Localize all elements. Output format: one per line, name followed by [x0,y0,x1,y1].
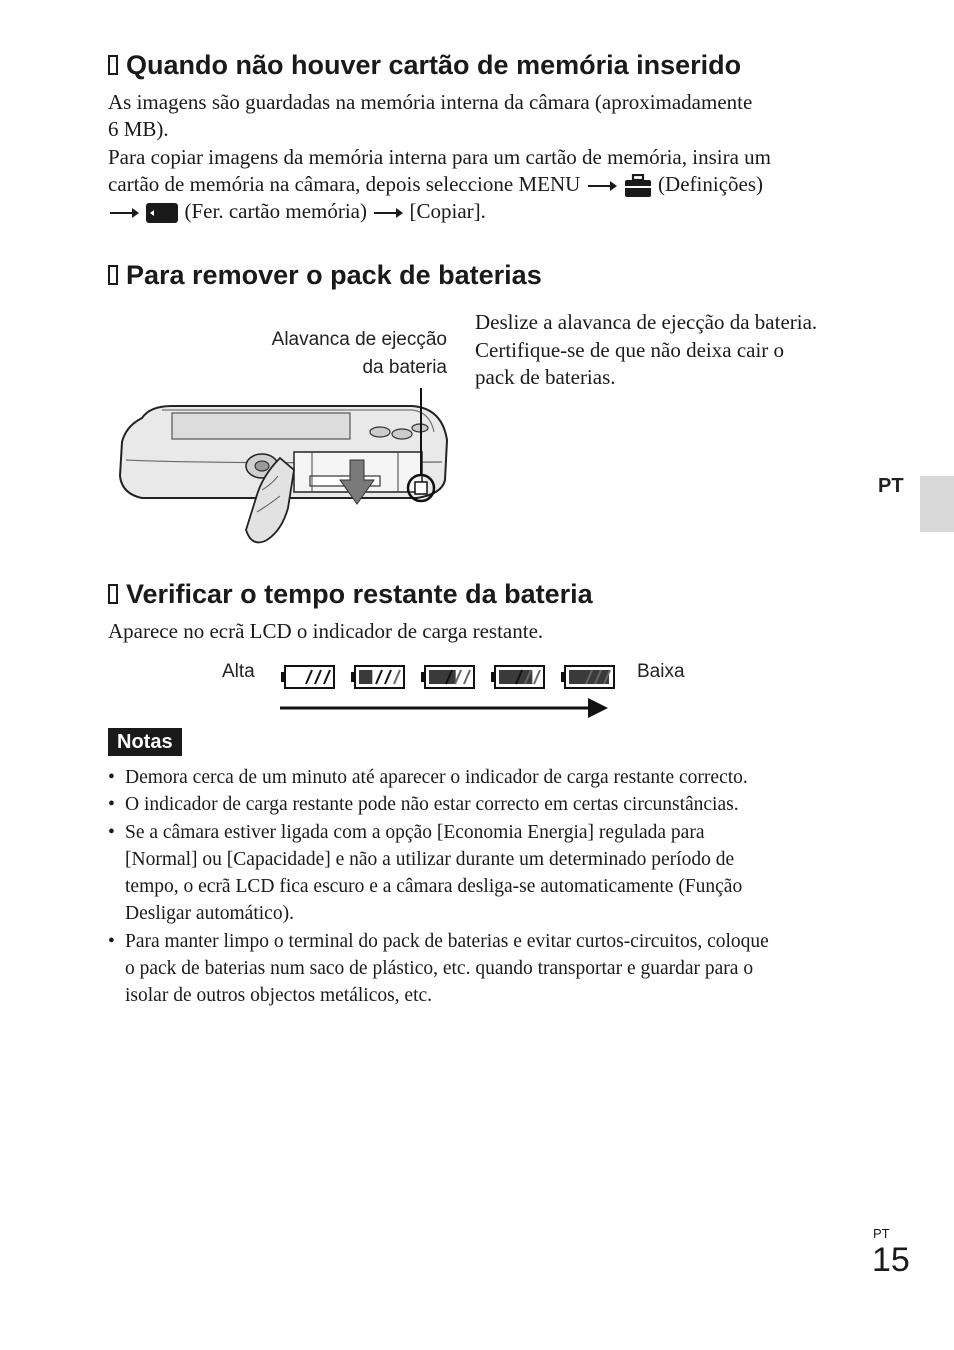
heading-square-icon [108,584,118,604]
battery-indicator-row [280,662,620,692]
list-item: • O indicador de carga restante pode não estar correcto em certas circunstâncias. [108,794,739,816]
side-tab [920,476,954,532]
memory-card-icon [145,202,179,224]
paragraph-line: Para copiar imagens da memória interna para um cartão de memória, insira um [108,145,771,169]
battery-level-icon [420,664,476,690]
right-arrow-icon [108,207,140,219]
side-tab-label: PT [878,475,904,497]
paragraph-line: As imagens são guardadas na memória interna da câmara (aproximadamente [108,90,753,114]
battery-level-icon [560,664,616,690]
list-item: • Se a câmara estiver ligada com a opção [Economia Energia] regulada para [Normal] ou [Capacidade] e não a utilizar durante um determinado período de tempo, o ecrã LCD fica escuro e a câmara desliga-se automaticamente (Função Desligar automático). [108,821,743,925]
battery-level-icon [280,664,336,690]
notes-list [108,764,878,1010]
page-number: 15 [872,1241,910,1279]
battery-level-icon [350,664,406,690]
heading-square-icon [108,55,118,75]
right-arrow-icon [372,207,404,219]
list-item: • Para manter limpo o terminal do pack de baterias e evitar curtos-circuitos, coloque o pack de baterias num saco de plástico, etc. quando transportar e guardar para o isolar de outros objectos metálicos, etc. [108,930,769,1007]
list-item: • Demora cerca de um minuto até aparecer o indicador de carga restante correcto. [108,767,748,788]
heading-square-icon [108,265,118,285]
notes-badge: Notas [108,728,182,756]
section-heading-remove-battery: Para remover o pack de baterias [108,259,542,291]
battery-intro-text: Aparece no ecrã LCD o indicador de carga restante. [108,619,544,643]
paragraph-line: (Fer. cartão memória) [Copiar]. [108,198,486,225]
remove-battery-text: Deslize a alavanca de ejecção da bateria. Certifique-se de que não deixa cair o pack de baterias. [475,310,818,389]
section-heading-battery-check: Verificar o tempo restante da bateria [108,578,593,610]
label-low: Baixa [637,661,685,682]
callout-label: Alavanca de ejecção da bateria [271,329,447,378]
toolbox-icon [623,174,653,198]
camera-battery-illustration [112,380,457,550]
right-arrow-icon [586,180,618,192]
section-heading-memory-card: Quando não houver cartão de memória inserido [108,49,741,81]
label-high: Alta [222,661,255,682]
paragraph-line: 6 MB). [108,117,169,141]
paragraph-line: cartão de memória na câmara, depois seleccione MENU (Definições) [108,171,763,198]
footer-lang: PT [873,1226,890,1241]
battery-level-icon [490,664,546,690]
charge-direction-arrow [280,696,612,720]
